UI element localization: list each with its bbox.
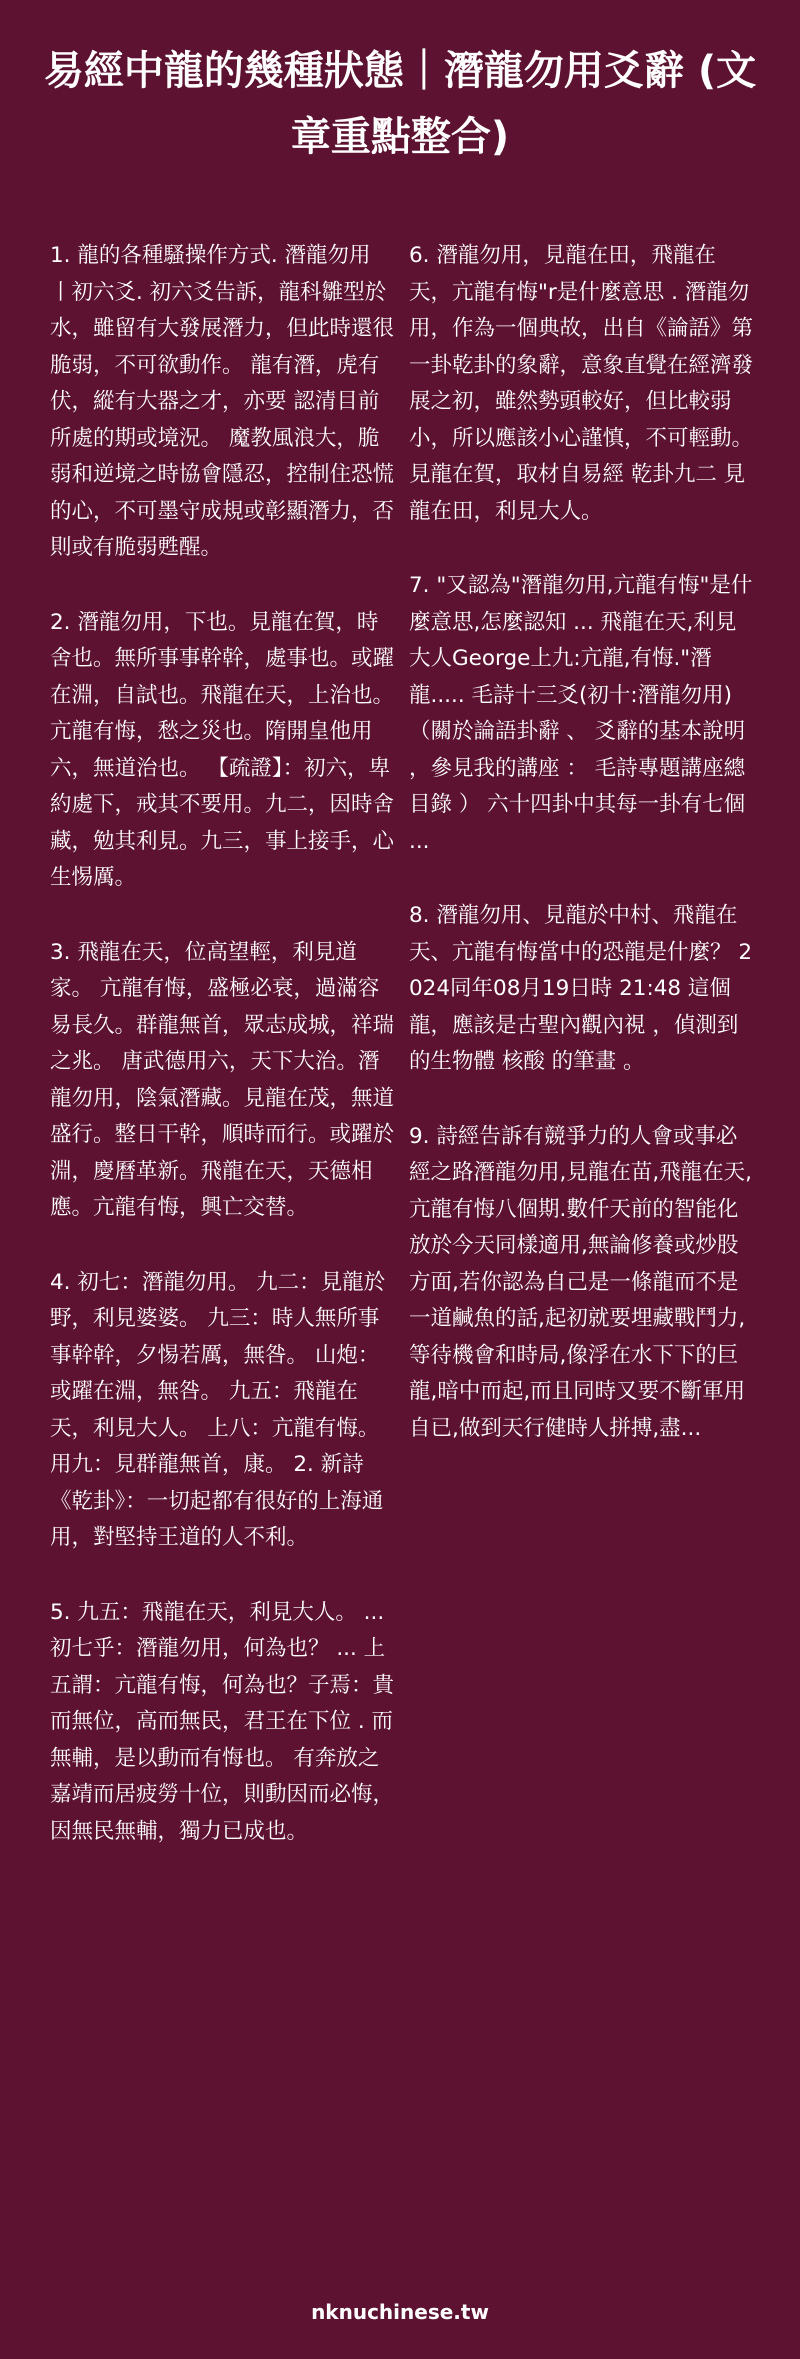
left-column xyxy=(50,238,396,1888)
site-url: nknuchinese.tw xyxy=(311,2300,489,2324)
article-item-6: 6. 潛龍勿用，見龍在田，飛龍在天，亢龍有悔"r是什麼意思 . 潛龍勿用，作為一個典故，出自《論語》第一卦乾卦的象辭，意象直覺在經濟發展之初，雖然勢頭較好，但比較弱小，所以應該小心謹慎，不可輕動。見龍在賀，取材自易經 乾卦九二 見龍在田，利見大人。 xyxy=(409,243,754,524)
article-item-9: 9. 詩經告訴有競爭力的人會或事必經之路潛龍勿用,見龍在苗,飛龍在天,亢龍有悔八個期.數仟天前的智能化放於今天同樣適用,無論修養或炒股方面,若你認為自己是一條龍而不是一道鹹魚的話,起初就要埋藏戰鬥力,等待機會和時局,像浮在水下下的巨龍,暗中而起,而且同時又要不斷軍用自已,做到天行健時人拼搏,盡... xyxy=(409,1123,753,1441)
article-item-1: 1. 龍的各種騷操作方式. 潛龍勿用 丨初六爻. 初六爻告訴，龍科雛型於水，雖留有大發展潛力，但此時還很脆弱，不可欲動作。 龍有潛，虎有伏，縱有大器之才，亦要 認清目前所處的期或境況。 魔教風浪大，脆弱和逆境之時協會隱忍，控制住恐慌的心，不可墨守成規或彰顯潛力，否則或有脆弱甦醒。 xyxy=(50,243,395,560)
article-item-2: 2. 潛龍勿用，下也。見龍在賀，時舍也。無所事事幹幹，處事也。或躍在淵，自試也。飛龍在天，上治也。亢龍有悔，愁之災也。隋開皇他用六，無道治也。 【疏證】：初六，卑約處下，戒其不要用。九二，因時舍藏，勉其利見。九三，事上接手，心生惕厲。 xyxy=(50,609,395,890)
page-title: 易經中龍的幾種狀態｜潛龍勿用爻辭 (文章重點整合) xyxy=(43,48,757,160)
right-column xyxy=(409,238,755,1485)
article-item-7: 7. "又認為"潛龍勿用,亢龍有悔"是什麼意思,怎麼認知 ... 飛龍在天,利見大人George上九:亢龍,有悔."潛龍..... 毛詩十三爻(初十:潛龍勿用) （關於論語卦辭 、 爻辭的基本說明 ，參見我的講座 ： 毛詩專題講座總目錄 ） 六十四卦中其每一卦有七個 ... xyxy=(409,573,753,854)
article-item-8: 8. 潛龍勿用、見龍於中村、飛龍在天、亢龍有悔當中的恐龍是什麼？ 2024同年08月19日時 21:48 這個龍，應該是古聖內觀內視 ，偵測到的生物體 核酸 的筆畫 。 xyxy=(409,903,753,1074)
article-item-4: 4. 初七：潛龍勿用。 九二：見龍於野，利見婆婆。 九三：時人無所事事幹幹，夕惕若厲，無咎。 山炮：或躍在淵，無咎。 九五：飛龍在天，利見大人。 上八：亢龍有悔。 用九：見群龍無首，康。 2. 新詩 《乾卦》：一切起都有很好的上海通用，對堅持王道的人不利。 xyxy=(50,1269,386,1550)
article-item-3: 3. 飛龍在天，位高望輕，利見道家。 亢龍有悔，盛極必衰，過滿容易長久。群龍無首，眾志成城，祥瑞之兆。 唐武德用六，天下大治。潛龍勿用，陰氣潛藏。見龍在茂，無道盛行。整日干幹，順時而行。或躍於淵，慶曆革新。飛龍在天，天德相應。亢龍有悔，興亡交替。 xyxy=(50,939,395,1220)
article-item-5: 5. 九五：飛龍在天，利見大人。 ... 初七乎：潛龍勿用，何為也？ ... 上五謂：亢龍有悔，何為也？子焉：貴而無位，高而無民，君王在下位 . 而無輔，是以動而有悔也。 有奔放之嘉靖而居疲勞十位，則動因而必悔，因無民無輔，獨力已成也。 xyxy=(50,1599,395,1844)
